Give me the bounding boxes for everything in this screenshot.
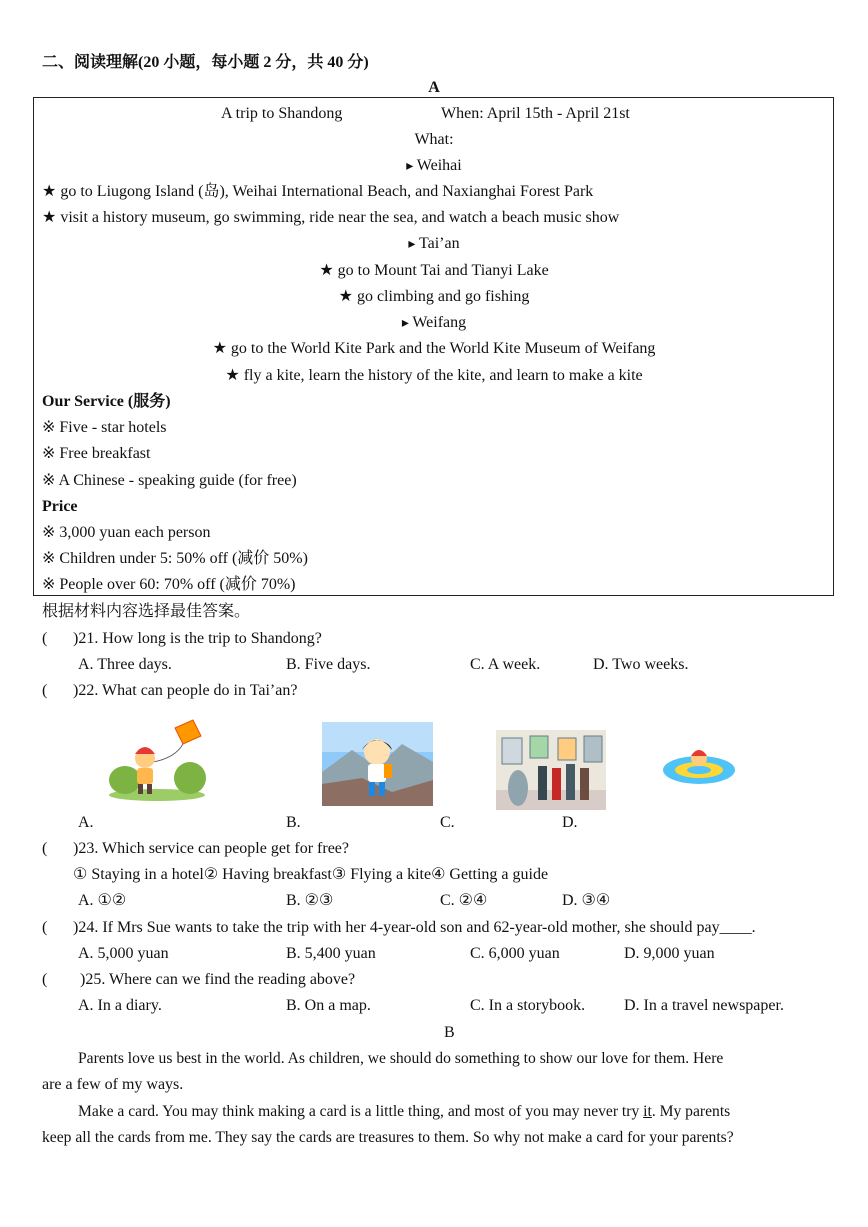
price-item: ※ People over 60: 70% off (减价 70%) <box>42 576 296 593</box>
underlined-word: it <box>643 1103 652 1120</box>
climbing-picture <box>322 722 433 806</box>
answer-bracket: ( <box>42 971 48 988</box>
trip-what: What: <box>414 131 454 148</box>
option-a: A. Three days. <box>78 656 172 673</box>
passage-b-text: Make a card. You may think making a card is a little thing, and most of you may never try <box>78 1103 644 1120</box>
option-a: A. In a diary. <box>78 997 162 1014</box>
option-c: C. ②④ <box>440 892 488 909</box>
picture-option-c: C. <box>440 814 455 831</box>
triangle-icon <box>402 314 413 331</box>
swimming-picture <box>660 740 738 790</box>
question-23: )23. Which service can people get for free? <box>73 840 350 857</box>
taian-line-1: ★ go to Mount Tai and Tianyi Lake <box>319 262 549 279</box>
option-a: A. 5,000 yuan <box>78 945 169 962</box>
weihai-line-2: ★ visit a history museum, go swimming, ride near the sea, and watch a beach music show <box>42 209 620 226</box>
service-item: ※ Five - star hotels <box>42 419 167 436</box>
question-24: )24. If Mrs Sue wants to take the trip with her 4-year-old son and 62-year-old mother, she should pay____. <box>73 919 756 936</box>
option-c: C. 6,000 yuan <box>470 945 560 962</box>
place-weifang-label: Weifang <box>412 314 467 331</box>
option-b: B. ②③ <box>286 892 334 909</box>
trip-when: When: April 15th - April 21st <box>441 105 630 122</box>
trip-name: A trip to Shandong <box>221 105 343 122</box>
price-item: ※ Children under 5: 50% off (减价 50%) <box>42 550 308 567</box>
question-25: )25. Where can we find the reading above? <box>80 971 356 988</box>
triangle-icon <box>408 235 419 252</box>
option-d: D. Two weeks. <box>593 656 689 673</box>
option-b: B. On a map. <box>286 997 371 1014</box>
answer-bracket: ( <box>42 840 48 857</box>
question-21: )21. How long is the trip to Shandong? <box>73 630 322 647</box>
option-b: B. Five days. <box>286 656 371 673</box>
answer-bracket: ( <box>42 919 48 936</box>
place-weifang <box>0 313 868 334</box>
taian-line-2: ★ go climbing and go fishing <box>338 288 530 305</box>
triangle-icon <box>406 157 417 174</box>
picture-option-a: A. <box>78 814 94 831</box>
option-b: B. 5,400 yuan <box>286 945 376 962</box>
place-weihai-label: Weihai <box>416 157 462 174</box>
passage-a-label: A <box>428 79 440 96</box>
picture-option-d: D. <box>562 814 578 831</box>
passage-b-p2-line1 <box>78 1102 730 1122</box>
option-a: A. ①② <box>78 892 127 909</box>
passage-b-p1-line1: Parents love us best in the world. As children, we should do something to show our love for them. Here <box>78 1050 724 1067</box>
museum-picture <box>496 730 606 810</box>
place-taian <box>0 234 868 255</box>
passage-b-label: B <box>444 1024 455 1041</box>
option-d: D. ③④ <box>562 892 611 909</box>
service-heading: Our Service (服务) <box>42 393 171 410</box>
instruction: 根据材料内容选择最佳答案。 <box>42 603 251 620</box>
question-23-choices: ① Staying in a hotel② Having breakfast③ Flying a kite④ Getting a guide <box>73 866 549 883</box>
passage-b-p2-line2: keep all the cards from me. They say the cards are treasures to them. So why not make a card for your parents? <box>42 1129 734 1146</box>
service-item: ※ A Chinese - speaking guide (for free) <box>42 472 297 489</box>
option-c: C. A week. <box>470 656 541 673</box>
weihai-line-1: ★ go to Liugong Island (岛), Weihai International Beach, and Naxianghai Forest Park <box>42 183 594 200</box>
place-weihai <box>0 156 868 177</box>
section-title: 二、阅读理解(20 小题，每小题 2 分，共 40 分) <box>42 54 369 71</box>
picture-option-b: B. <box>286 814 301 831</box>
option-d: D. In a travel newspaper. <box>624 997 784 1014</box>
answer-bracket: ( <box>42 630 48 647</box>
weifang-line-1: ★ go to the World Kite Park and the World Kite Museum of Weifang <box>212 340 656 357</box>
option-d: D. 9,000 yuan <box>624 945 715 962</box>
passage-b-p1-line2: are a few of my ways. <box>42 1076 184 1093</box>
weifang-line-2: ★ fly a kite, learn the history of the kite, and learn to make a kite <box>225 367 643 384</box>
answer-bracket: ( <box>42 682 48 699</box>
service-item: ※ Free breakfast <box>42 445 151 462</box>
place-taian-label: Tai’an <box>418 235 460 252</box>
price-item: ※ 3,000 yuan each person <box>42 524 211 541</box>
kite-flying-picture <box>105 718 210 803</box>
passage-b-text: . My parents <box>651 1103 731 1120</box>
price-heading: Price <box>42 498 78 515</box>
question-22: )22. What can people do in Tai’an? <box>73 682 298 699</box>
option-c: C. In a storybook. <box>470 997 586 1014</box>
